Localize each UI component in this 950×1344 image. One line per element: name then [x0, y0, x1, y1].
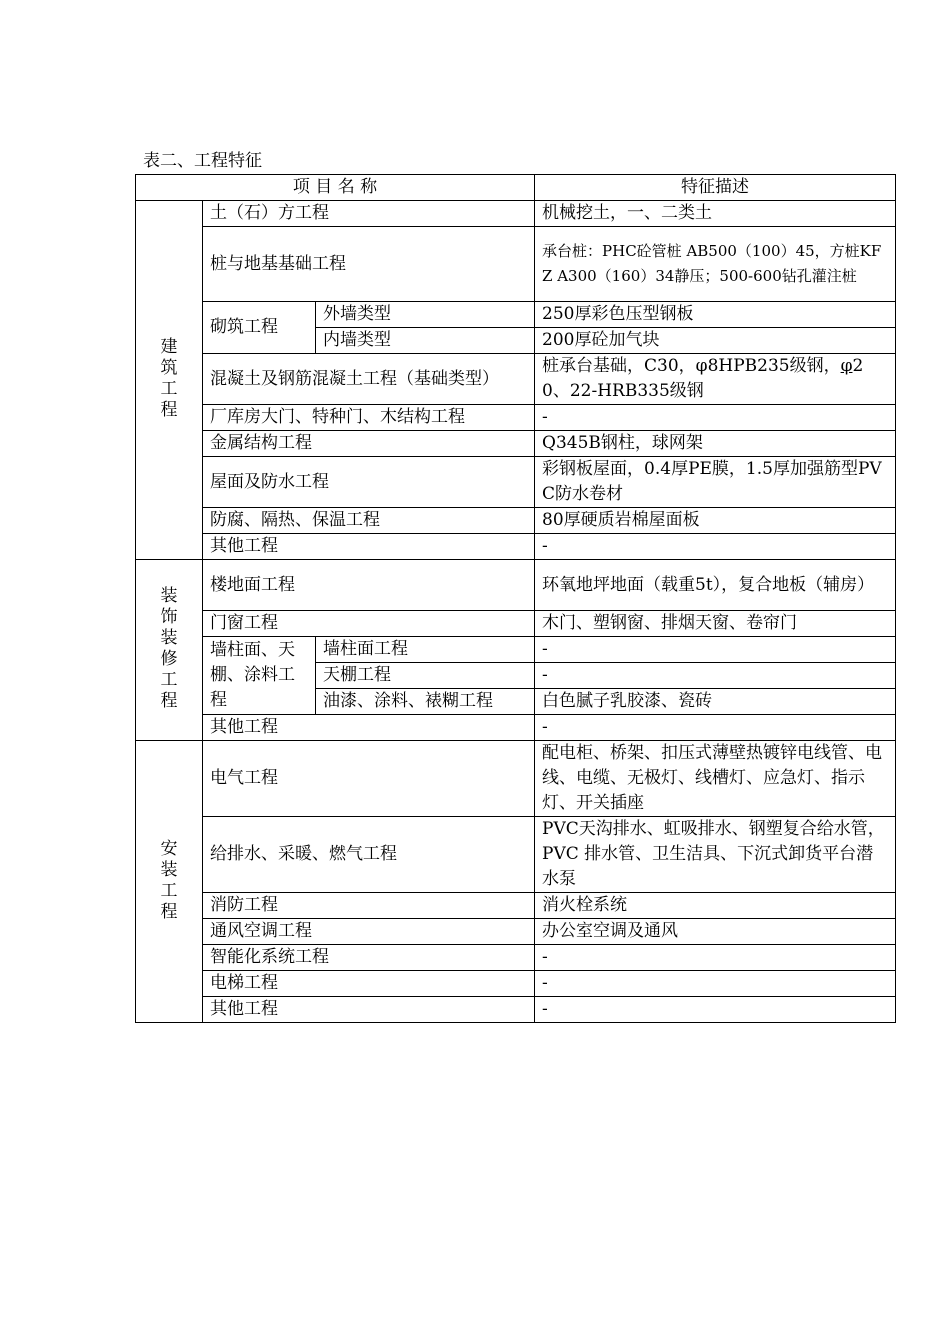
row-name: 厂库房大门、特种门、木结构工程	[203, 405, 535, 431]
row-name: 智能化系统工程	[203, 945, 535, 971]
group-label-building: 建筑工程	[136, 201, 203, 560]
row-desc: 桩承台基础，C30，φ8HPB235级钢，φ20、22-HRB335级钢	[535, 354, 896, 405]
row-desc: -	[535, 715, 896, 741]
table-row	[136, 457, 896, 508]
row-desc: 环氧地坪地面（载重5t），复合地板（辅房）	[535, 560, 896, 611]
table-caption: 表二、工程特征	[143, 151, 262, 171]
row-name: 门窗工程	[203, 611, 535, 637]
row-desc: -	[535, 945, 896, 971]
table-row	[136, 611, 896, 637]
table-row	[136, 893, 896, 919]
table-row	[136, 817, 896, 893]
sub-name: 内墙类型	[316, 328, 535, 354]
row-desc: PVC天沟排水、虹吸排水、钢塑复合给水管，PVC 排水管、卫生洁具、下沉式卸货平台潜水泵	[535, 817, 896, 893]
row-desc: -	[535, 405, 896, 431]
feature-table	[135, 174, 896, 1023]
group-label-install: 安装工程	[136, 741, 203, 1023]
table-row	[136, 302, 896, 328]
phi-symbol: φ	[840, 356, 853, 376]
row-desc: -	[535, 997, 896, 1023]
table-row	[136, 919, 896, 945]
table-row	[136, 560, 896, 611]
row-name: 消防工程	[203, 893, 535, 919]
row-desc: 消火栓系统	[535, 893, 896, 919]
row-name: 通风空调工程	[203, 919, 535, 945]
row-desc: 机械挖土，一、二类土	[535, 201, 896, 227]
row-desc: Q345B钢柱，球网架	[535, 431, 896, 457]
row-name: 墙柱面、天棚、涂料工程	[203, 637, 316, 715]
table-row	[136, 715, 896, 741]
sub-name: 天棚工程	[316, 663, 535, 689]
sub-name: 油漆、涂料、裱糊工程	[316, 689, 535, 715]
row-name: 其他工程	[203, 715, 535, 741]
row-name: 其他工程	[203, 534, 535, 560]
row-desc: 200厚砼加气块	[535, 328, 896, 354]
table-row	[136, 945, 896, 971]
row-name: 楼地面工程	[203, 560, 535, 611]
header-name: 项 目 名 称	[136, 175, 535, 201]
table-row	[136, 354, 896, 405]
row-desc: -	[535, 663, 896, 689]
row-desc: 80厚硬质岩棉屋面板	[535, 508, 896, 534]
table-row	[136, 997, 896, 1023]
row-desc: 木门、塑钢窗、排烟天窗、卷帘门	[535, 611, 896, 637]
row-name: 砌筑工程	[203, 302, 316, 354]
row-name: 金属结构工程	[203, 431, 535, 457]
table-row	[136, 508, 896, 534]
table-row	[136, 405, 896, 431]
table-row	[136, 227, 896, 302]
table-row	[136, 201, 896, 227]
row-name: 电梯工程	[203, 971, 535, 997]
row-name: 土（石）方工程	[203, 201, 535, 227]
table-row	[136, 971, 896, 997]
row-name: 电气工程	[203, 741, 535, 817]
row-name: 混凝土及钢筋混凝土工程（基础类型）	[203, 354, 535, 405]
group-label-decoration: 装饰装修工程	[136, 560, 203, 741]
row-desc: 白色腻子乳胶漆、瓷砖	[535, 689, 896, 715]
sub-name: 墙柱面工程	[316, 637, 535, 663]
row-desc: 办公室空调及通风	[535, 919, 896, 945]
row-desc: 彩钢板屋面，0.4厚PE膜，1.5厚加强筋型PVC防水卷材	[535, 457, 896, 508]
sub-name: 外墙类型	[316, 302, 535, 328]
row-name: 给排水、采暖、燃气工程	[203, 817, 535, 893]
row-name: 桩与地基基础工程	[203, 227, 535, 302]
row-desc: -	[535, 637, 896, 663]
table-row	[136, 637, 896, 663]
row-desc: -	[535, 971, 896, 997]
row-desc: 承台桩：PHC砼管桩 AB500（100）45，方桩KFZ A300（160）34静压；500-600钻孔灌注桩	[535, 227, 896, 302]
row-name: 屋面及防水工程	[203, 457, 535, 508]
table-row	[136, 431, 896, 457]
header-desc: 特征描述	[535, 175, 896, 201]
row-desc: -	[535, 534, 896, 560]
table-header-row	[136, 175, 896, 201]
row-desc: 250厚彩色压型钢板	[535, 302, 896, 328]
row-desc: 配电柜、桥架、扣压式薄壁热镀锌电线管、电线、电缆、无极灯、线槽灯、应急灯、指示灯、开关插座	[535, 741, 896, 817]
row-name: 其他工程	[203, 997, 535, 1023]
table-row	[136, 534, 896, 560]
table-row	[136, 741, 896, 817]
row-name: 防腐、隔热、保温工程	[203, 508, 535, 534]
